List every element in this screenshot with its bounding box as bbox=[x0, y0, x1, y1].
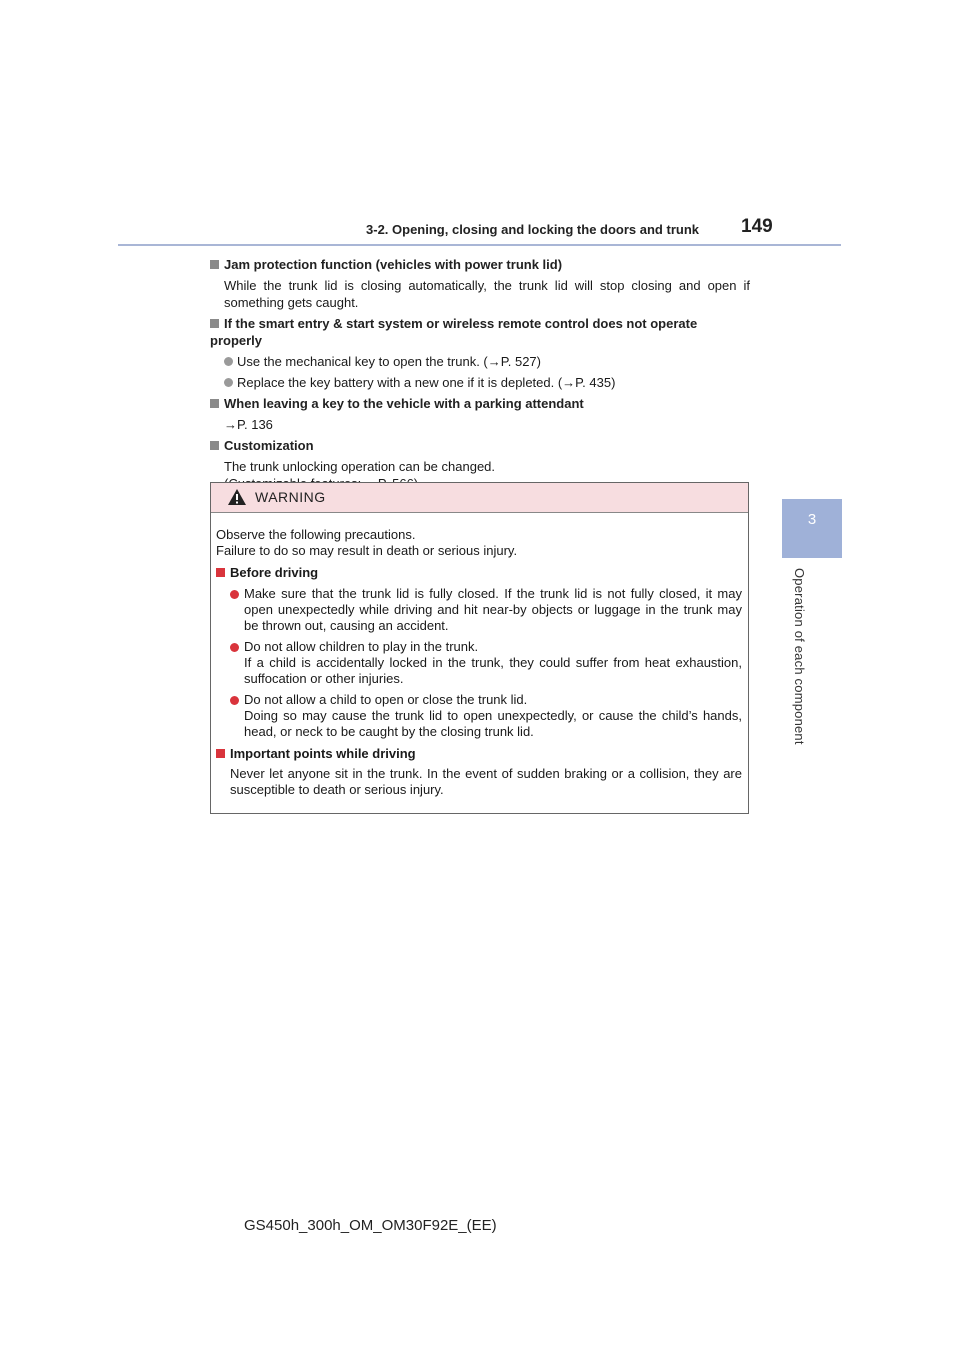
square-bullet-icon bbox=[216, 749, 225, 758]
section-parking-attendant bbox=[210, 395, 750, 433]
page-header bbox=[0, 0, 960, 246]
warning-heading-before-driving: Before driving bbox=[216, 564, 742, 581]
list-item: Use the mechanical key to open the trunk. (→P. 527) bbox=[224, 353, 750, 370]
section-heading: When leaving a key to the vehicle with a parking attendant bbox=[210, 395, 750, 412]
warning-intro: Failure to do so may result in death or serious injury. bbox=[216, 543, 518, 558]
chapter-number: 3 bbox=[807, 511, 817, 528]
chapter-label: Operation of each component bbox=[792, 568, 807, 745]
page-number: 149 bbox=[741, 216, 773, 237]
warning-item: Do not allow children to play in the trunk. If a child is accidentally locked in the trunk, they could suffer from heat exhaustion, suffocation or other injuries. bbox=[230, 639, 742, 687]
section-smart-entry bbox=[210, 315, 750, 391]
square-bullet-icon bbox=[210, 319, 219, 328]
main-content bbox=[210, 256, 750, 496]
section-heading: Jam protection function (vehicles with power trunk lid) bbox=[210, 256, 750, 273]
page-reference: →P. 136 bbox=[224, 417, 273, 432]
section-heading: If the smart entry & start system or wireless remote control does not operate properly bbox=[210, 316, 698, 348]
section-title: 3-2. Opening, closing and locking the doors and trunk bbox=[366, 222, 699, 237]
section-paragraph: The trunk unlocking operation can be changed. bbox=[224, 459, 496, 474]
circle-bullet-icon bbox=[230, 643, 239, 652]
warning-body bbox=[211, 513, 748, 798]
warning-item: Make sure that the trunk lid is fully closed. If the trunk lid is not fully closed, it may open unexpectedly while driving and hit near-by objects or luggage in the trunk may be thrown out, causing an accident. bbox=[230, 586, 742, 634]
square-bullet-icon bbox=[210, 441, 219, 450]
section-heading: Customization bbox=[210, 437, 750, 454]
header-rule bbox=[118, 244, 841, 246]
warning-intro: Observe the following precautions. bbox=[216, 527, 416, 542]
square-bullet-icon bbox=[210, 260, 219, 269]
square-bullet-icon bbox=[210, 399, 219, 408]
warning-title: WARNING bbox=[255, 489, 326, 505]
warning-paragraph: Never let anyone sit in the trunk. In the event of sudden braking or a collision, they are susceptible to death or serious injury. bbox=[230, 766, 742, 797]
warning-heading-important: Important points while driving bbox=[216, 745, 742, 762]
circle-bullet-icon bbox=[224, 357, 233, 366]
circle-bullet-icon bbox=[230, 590, 239, 599]
warning-box bbox=[210, 482, 749, 814]
chapter-tab bbox=[782, 499, 842, 558]
list-item: Replace the key battery with a new one if it is depleted. (→P. 435) bbox=[224, 374, 750, 391]
warning-item: Do not allow a child to open or close the trunk lid. Doing so may cause the trunk lid to open unexpectedly, or cause the child’s hands, head, or neck to be caught by the closing trunk lid. bbox=[230, 692, 742, 740]
circle-bullet-icon bbox=[230, 696, 239, 705]
warning-triangle-icon bbox=[227, 488, 247, 506]
document-code: GS450h_300h_OM_OM30F92E_(EE) bbox=[244, 1217, 497, 1234]
circle-bullet-icon bbox=[224, 378, 233, 387]
section-jam-protection bbox=[210, 256, 750, 311]
section-paragraph: While the trunk lid is closing automatically, the trunk lid will stop closing and open if something gets caught. bbox=[224, 278, 750, 310]
warning-header bbox=[211, 483, 748, 513]
square-bullet-icon bbox=[216, 568, 225, 577]
